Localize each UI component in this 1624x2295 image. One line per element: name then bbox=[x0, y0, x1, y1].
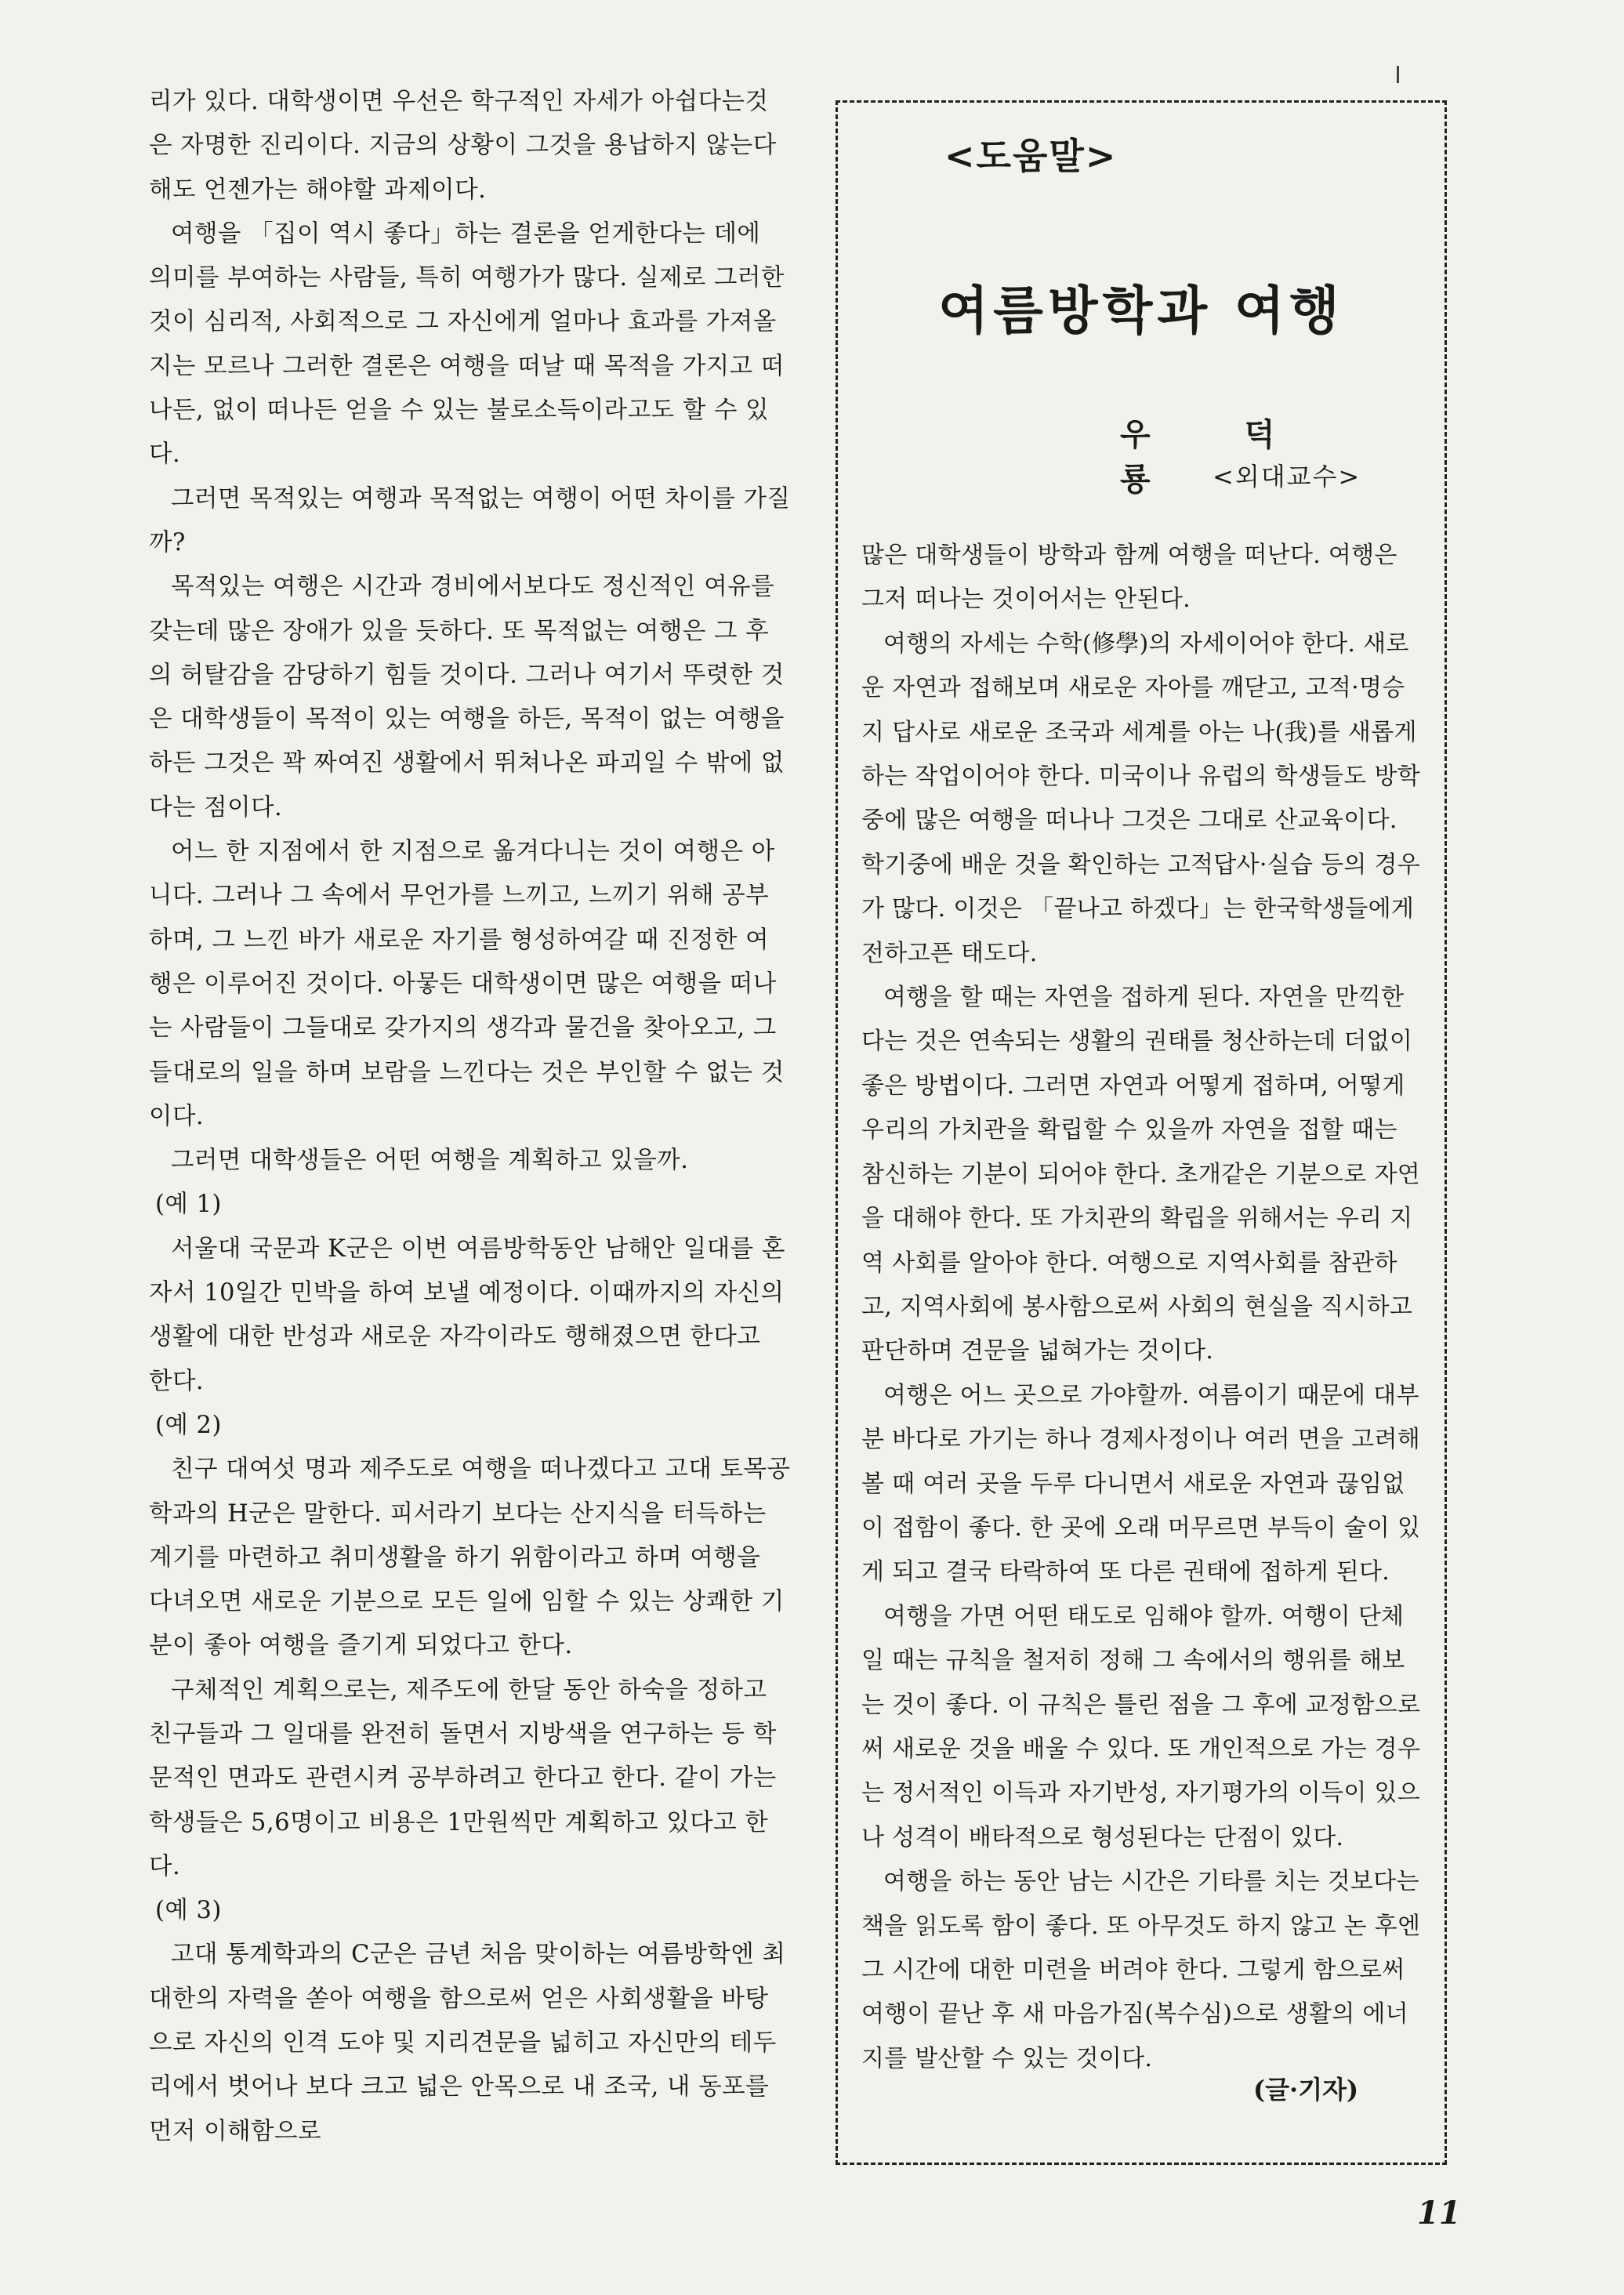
sidebar-byline: (글·기자) bbox=[1253, 2075, 1359, 2105]
body-paragraph: 그러면 대학생들은 어떤 여행을 계획하고 있을까. bbox=[171, 1147, 689, 1175]
sidebar-paragraph: 여행을 하는 동안 남는 시간은 기타를 치는 것보다는 책을 읽도록 함이 좋다. 또 아무것도 하지 않고 논 후엔 그 시간에 대한 미련을 버려야 한다. 그렇게 함으로써 여행이 끝난 후 새 마음가짐(복수심)으로 생활의 에너지를 발산할 수 있는 것이다. bbox=[861, 1868, 1421, 2072]
sidebar-paragraph: 여행의 자세는 수학(修學)의 자세이어야 한다. 새로운 자연과 접해보며 새로운 자아를 깨닫고, 고적·명승지 답사로 새로운 조국과 세계를 아는 나(我)를 새롭게 하는 작업이어야 한다. 미국이나 유럽의 학생들도 방학중에 많은 여행을 떠나나 그것은 그대로 산교육이다. 학기중에 배운 것을 확인하는 고적답사·실습 등의 경우가 많다. 이것은 「끝나고 하겠다」는 한국학생들에게 전하고픈 태도다. bbox=[861, 629, 1421, 967]
body-paragraph: 여행을 「집이 역시 좋다」하는 결론을 얻게한다는 데에 의미를 부여하는 사람들, 특히 여행가가 많다. 실제로 그러한 것이 심리적, 사회적으로 그 자신에게 얼마나 효과를 가져올지는 모르나 그러한 결론은 여행을 떠날 때 목적을 가지고 떠나든, 없이 떠나든 얻을 수 있는 불로소득이라고도 할 수 있다. bbox=[149, 219, 785, 469]
body-paragraph: 목적있는 여행은 시간과 경비에서보다도 정신적인 여유를 갖는데 많은 장애가 있을 듯하다. 또 목적없는 여행은 그 후의 허탈감을 감당하기 힘들 것이다. 그러나 여기서 뚜렷한 것은 대학생들이 목적이 있는 여행을 하든, 목적이 없는 여행을 하든 그것은 꽉 짜여진 생활에서 뛰쳐나온 파괴일 수 밖에 없다는 점이다. bbox=[149, 573, 785, 821]
body-paragraph: 어느 한 지점에서 한 지점으로 옮겨다니는 것이 여행은 아니다. 그러나 그 속에서 무언가를 느끼고, 느끼기 위해 공부하며, 그 느낀 바가 새로운 자기를 형성하여갈 때 진정한 여행은 이루어진 것이다. 아뭏든 대학생이면 많은 여행을 떠나는 사람들이 그들대로 갖가지의 생각과 물건을 찾아오고, 그들대로의 일을 하며 보람을 느낀다는 것은 부인할 수 없는 것이다. bbox=[149, 838, 785, 1130]
body-paragraph: 고대 통계학과의 C군은 금년 처음 맞이하는 여름방학엔 최대한의 자력을 쏟아 여행을 함으로써 얻은 사회생활을 바탕으로 자신의 인격 도야 및 지리견문을 넓히고 자신만의 테두리에서 벗어나 보다 크고 넓은 안목으로 내 조국, 내 동포를 먼저 이해함으로 bbox=[149, 1941, 786, 2145]
sidebar-paragraph: 여행을 할 때는 자연을 접하게 된다. 자연을 만끽한다는 것은 연속되는 생활의 권태를 청산하는데 더없이 좋은 방법이다. 그러면 자연과 어떻게 접하며, 어떻게 우리의 가치관을 확립할 수 있을까 자연을 접할 때는 참신하는 기분이 되어야 한다. 초개같은 기분으로 자연을 대해야 한다. 또 가치관의 확립을 위해서는 우리 지역 사회를 알아야 한다. 여행으로 지역사회를 참관하고, 지역사회에 봉사함으로써 사회의 현실을 직시하고 판단하며 견문을 넓혀가는 것이다. bbox=[861, 984, 1421, 1365]
body-paragraph: 그러면 목적있는 여행과 목적없는 여행이 어떤 차이를 가질까? bbox=[149, 484, 791, 557]
page-mark bbox=[1397, 66, 1399, 83]
example-label: (예 1) bbox=[155, 1191, 222, 1219]
sidebar-paragraph: 여행은 어느 곳으로 가야할까. 여름이기 때문에 대부분 바다로 가기는 하나 경제사정이나 여러 면을 고려해볼 때 여러 곳을 두루 다니면서 새로운 자연과 끊임없이 접함이 좋다. 한 곳에 오래 머무르면 부득이 술이 있게 되고 결국 타락하여 또 다른 권태에 접하게 된다. bbox=[861, 1381, 1421, 1586]
sidebar-affiliation: <외대교수> bbox=[1213, 462, 1361, 491]
page-number: 11 bbox=[1417, 2195, 1461, 2232]
sidebar-paragraph: 많은 대학생들이 방학과 함께 여행을 떠난다. 여행은 그저 떠나는 것이어서는 안된다. bbox=[861, 542, 1397, 614]
sidebar-box bbox=[836, 100, 1447, 2165]
left-column bbox=[149, 80, 792, 2154]
sidebar-author: 우덕룡 bbox=[1120, 416, 1369, 498]
example-label: (예 2) bbox=[155, 1411, 222, 1439]
sidebar-title: 여름방학과 여행 bbox=[938, 280, 1344, 341]
example-label: (예 3) bbox=[155, 1897, 222, 1925]
body-paragraph: 서울대 국문과 K군은 이번 여름방학동안 남해안 일대를 혼자서 10일간 민박을 하여 보낼 예정이다. 이때까지의 자신의 생활에 대한 반성과 새로운 자각이라도 행해졌으면 한다고 한다. bbox=[149, 1235, 785, 1395]
body-paragraph: 리가 있다. 대학생이면 우선은 학구적인 자세가 아쉽다는것은 자명한 진리이다. 지금의 상황이 그것을 용납하지 않는다 해도 언젠가는 해야할 과제이다. bbox=[149, 88, 777, 204]
sidebar-paragraph: 여행을 가면 어떤 태도로 임해야 할까. 여행이 단체일 때는 규칙을 철저히 정해 그 속에서의 행위를 해보는 것이 좋다. 이 규칙은 틀린 점을 그 후에 교정함으로써 새로운 것을 배울 수 있다. 또 개인적으로 가는 경우는 정서적인 이득과 자기반성, 자기평가의 이득이 있으나 성격이 배타적으로 형성된다는 단점이 있다. bbox=[861, 1602, 1421, 1851]
sidebar-body bbox=[861, 534, 1421, 2081]
body-paragraph: 친구 대여섯 명과 제주도로 여행을 떠나겠다고 고대 토목공학과의 H군은 말한다. 피서라기 보다는 산지식을 터득하는 계기를 마련하고 취미생활을 하기 위함이라고 하며 여행을 다녀오면 새로운 기분으로 모든 일에 임할 수 있는 상쾌한 기분이 좋아 여행을 즐기게 되었다고 한다. bbox=[149, 1456, 791, 1660]
body-paragraph: 구체적인 계획으로는, 제주도에 한달 동안 하숙을 정하고 친구들과 그 일대를 완전히 돌면서 지방색을 연구하는 등 학문적인 면과도 관련시켜 공부하려고 한다고 한다. 같이 가는 학생들은 5,6명이고 비용은 1만원씩만 계획하고 있다고 한다. bbox=[149, 1676, 777, 1880]
sidebar-label: <도움말> bbox=[944, 135, 1118, 177]
